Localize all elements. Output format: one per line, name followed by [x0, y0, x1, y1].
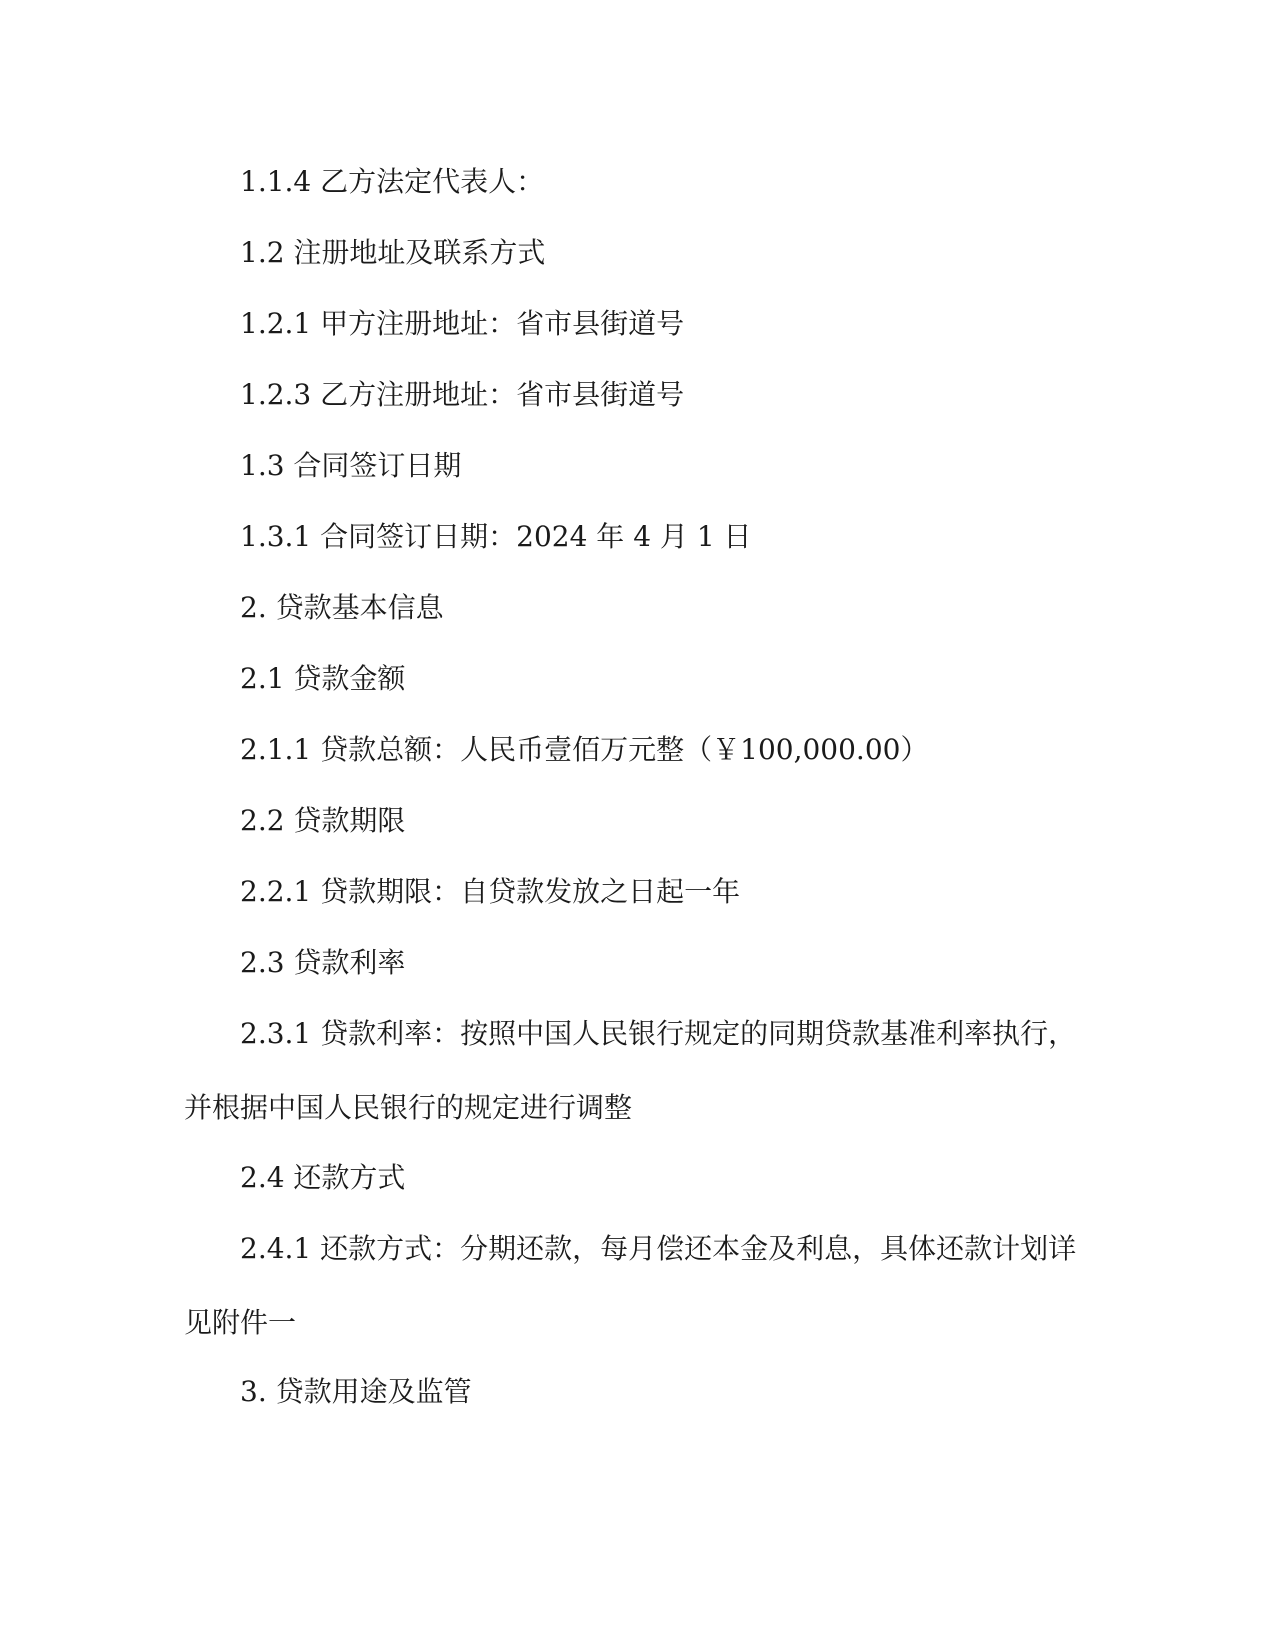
section-1-3-heading: 1.3 合同签订日期	[240, 449, 462, 482]
clause-1-1-4: 1.1.4 乙方法定代表人：	[240, 165, 545, 198]
section-2-2-heading: 2.2 贷款期限	[240, 804, 406, 837]
section-1-2-heading: 1.2 注册地址及联系方式	[240, 236, 546, 269]
section-2-3-heading: 2.3 贷款利率	[240, 946, 406, 979]
clause-1-2-1: 1.2.1 甲方注册地址：省市县街道号	[240, 307, 685, 340]
clause-1-3-1: 1.3.1 合同签订日期：2024 年 4 月 1 日	[240, 520, 752, 553]
section-2-heading: 2. 贷款基本信息	[240, 591, 444, 624]
section-2-4-heading: 2.4 还款方式	[240, 1161, 406, 1194]
clause-2-1-1: 2.1.1 贷款总额：人民币壹佰万元整（￥100,000.00）	[240, 733, 929, 766]
section-2-1-heading: 2.1 贷款金额	[240, 662, 406, 695]
clause-1-2-3: 1.2.3 乙方注册地址：省市县街道号	[240, 378, 685, 411]
clause-2-4-1: 2.4.1 还款方式：分期还款，每月偿还本金及利息，具体还款计划详见附件一	[184, 1232, 1077, 1339]
section-3-heading: 3. 贷款用途及监管	[240, 1375, 472, 1408]
clause-2-3-1: 2.3.1 贷款利率：按照中国人民银行规定的同期贷款基准利率执行，并根据中国人民银行的规定进行调整	[184, 1017, 1077, 1124]
clause-2-2-1: 2.2.1 贷款期限：自贷款发放之日起一年	[240, 875, 741, 908]
